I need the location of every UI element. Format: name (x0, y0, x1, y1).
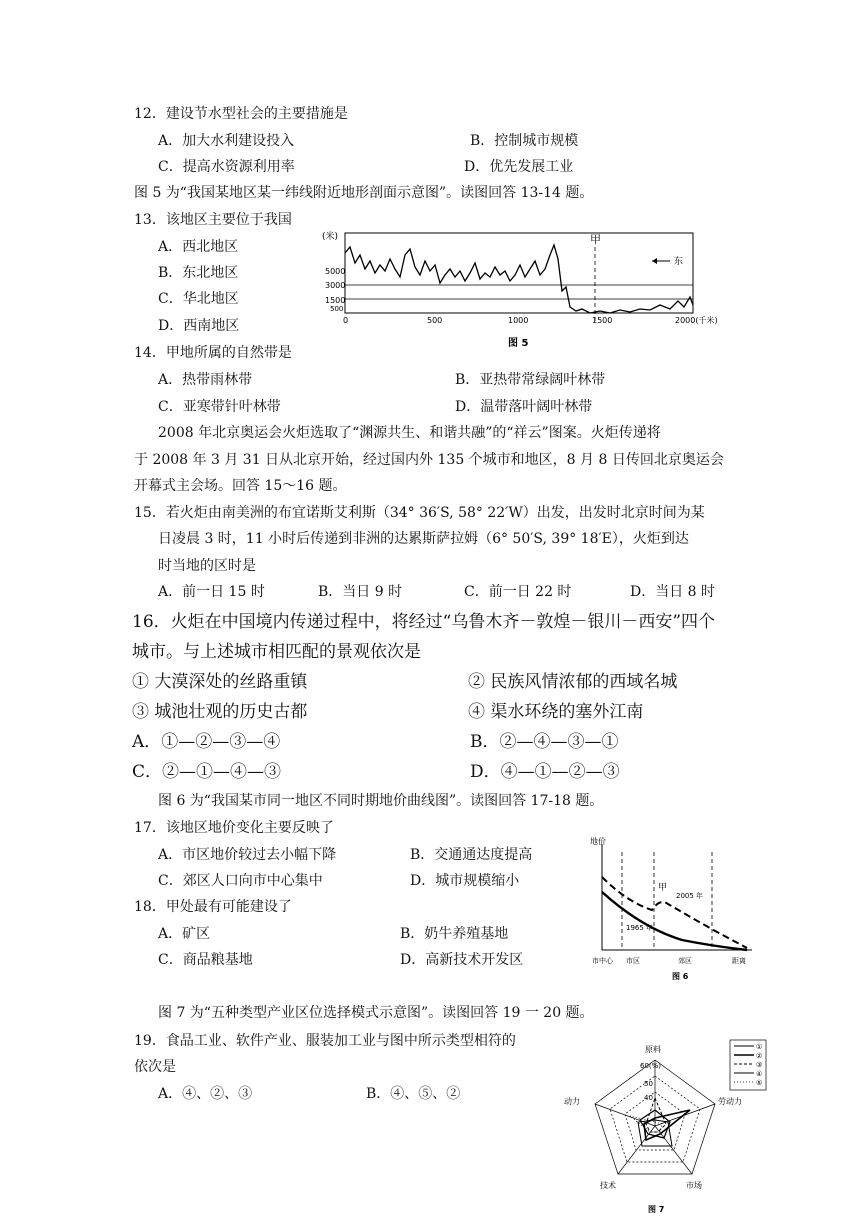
q17-option-c: C．郊区人口向市中心集中 (158, 873, 323, 889)
arrow-left-icon (652, 258, 657, 264)
fig6-x-center: 市中心 (592, 957, 613, 965)
fig7-caption: 图 7 (648, 1205, 665, 1214)
fig6-marker: 甲 (658, 883, 668, 893)
q19-line2: 依次是 (134, 1059, 176, 1075)
fig6-label-1965: 1965 年 (626, 924, 654, 932)
q13-option-c: C．华北地区 (158, 291, 239, 307)
q18-option-a: A．矿区 (158, 926, 211, 942)
q18-option-c: C．商品粮基地 (158, 952, 253, 968)
q19-line1: 19．食品工业、软件产业、服装加工业与图中所示类型相符的 (134, 1033, 516, 1049)
fig5-profile-line (345, 245, 693, 313)
q12-option-d: D．优先发展工业 (464, 159, 574, 175)
q15-line2: 日凌晨 3 时，11 小时后传递到非洲的达累斯萨拉姆（6° 50′S, 39° 18′E），火炬到达 (158, 531, 689, 547)
fig7-axis-bottom-left: 技术 (600, 1181, 616, 1190)
q13-option-d: D．西南地区 (158, 318, 240, 334)
q16-item-2: ② 民族风情浓郁的西域名城 (468, 672, 678, 692)
fig5-marker: 甲 (590, 233, 601, 246)
q16-option-a: A．①—②—③—④ (132, 732, 281, 752)
q19-option-a: A．④、②、③ (158, 1086, 253, 1102)
fig5-caption: 图 5 (508, 338, 529, 349)
q15-line1: 15．若火炬由南美洲的布宜诺斯艾利斯（34° 36′S, 58° 22′W）出发，出发时北京时间为某 (134, 505, 705, 521)
fig5-xtick-1500: 1500 (592, 316, 613, 325)
fig5-ytick-500: 500 (330, 305, 344, 313)
q14-option-b: B．亚热带常绿阔叶林带 (455, 372, 606, 388)
fig7-legend-label-2: ② (756, 1052, 763, 1060)
fig5-terrain-profile (320, 225, 718, 350)
fig5-ylabel: (米) (322, 232, 339, 242)
q17-option-b: B．交通通达度提高 (410, 847, 533, 863)
fig7-axis-top: 原料 (645, 1045, 661, 1054)
fig7-legend-label-4: ④ (756, 1070, 763, 1078)
fig7-axis-bottom-right: 市场 (686, 1181, 702, 1190)
fig7-percent: 60(%) (640, 1062, 662, 1070)
q18-option-d: D．高新技术开发区 (400, 952, 524, 968)
q19-option-b: B．④、⑤、② (366, 1086, 461, 1102)
fig7-intro: 图 7 为“五种类型产业区位选择模式示意图”。读图回答 19 一 20 题。 (158, 1005, 594, 1021)
fig5-xtick-2000: 2000(千米) (675, 316, 718, 325)
q12-stem: 12．建设节水型社会的主要措施是 (134, 106, 348, 122)
q16-item-3: ③ 城池壮观的历史古都 (132, 702, 308, 722)
fig7-legend-label-1: ① (756, 1043, 763, 1051)
fig6-ylabel: 地价 (590, 837, 606, 846)
q17-option-d: D．城市规模缩小 (410, 873, 520, 889)
fig5-xtick-500: 500 (427, 316, 443, 325)
fig5-direction: 东 (674, 257, 684, 267)
torch-intro-line1: 2008 年北京奥运会火炬选取了“渊源共生、和谐共融”的“祥云”图案。火炬传递将 (158, 425, 661, 441)
torch-intro-line3: 开幕式主会场。回答 15～16 题。 (134, 478, 347, 494)
q14-option-c: C．亚寒带针叶林带 (158, 399, 281, 415)
fig5-ytick-1500: 1500 (325, 296, 346, 305)
fig7-axis-left: 动力 (564, 1097, 580, 1106)
fig6-caption: 图 6 (672, 972, 689, 981)
q17-option-a: A．市区地价较过去小幅下降 (158, 847, 337, 863)
fig6-land-price-chart (582, 832, 762, 992)
q12-option-b: B．控制城市规模 (470, 133, 579, 149)
fig5-ytick-5000: 5000 (325, 267, 346, 276)
q12-option-c: C．提高水资源利用率 (158, 159, 295, 175)
q16-line1: 16．火炬在中国境内传递过程中，将经过“乌鲁木齐－敦煌－银川－西安”四个 (132, 612, 716, 632)
fig7-legend-label-3: ③ (756, 1061, 763, 1069)
q15-option-d: D．当日 8 时 (630, 584, 716, 600)
q18-stem: 18．甲处最有可能建设了 (134, 899, 292, 915)
fig7-grid (595, 1060, 715, 1174)
q14-stem: 14．甲地所属的自然带是 (134, 345, 292, 361)
fig6-intro: 图 6 为“我国某市同一地区不同时期地价曲线图”。读图回答 17-18 题。 (158, 793, 604, 809)
q13-option-a: A．西北地区 (158, 239, 239, 255)
q15-line3: 时当地的区时是 (158, 558, 256, 574)
q16-item-1: ① 大漠深处的丝路重镇 (132, 672, 308, 692)
fig7-series-2 (644, 1110, 690, 1140)
q14-option-a: A．热带雨林带 (158, 372, 253, 388)
fig6-x-distance: 距离 (732, 957, 746, 965)
q13-stem: 13．该地区主要位于我国 (134, 212, 292, 228)
q13-option-b: B．东北地区 (158, 265, 239, 281)
fig7-axis-right: 劳动力 (718, 1097, 742, 1106)
q14-option-d: D．温带落叶阔叶林带 (455, 399, 593, 415)
fig5-ytick-3000: 3000 (325, 281, 346, 290)
q16-line2: 城市。与上述城市相匹配的景观依次是 (132, 642, 421, 662)
q16-option-b: B．②—④—③—① (470, 732, 619, 752)
fig6-label-2005: 2005 年 (676, 892, 704, 900)
q15-option-a: A．前一日 15 时 (158, 584, 265, 600)
fig6-x-urban: 市区 (626, 957, 640, 965)
fig6-x-suburb: 郊区 (678, 957, 692, 965)
q18-option-b: B．奶牛养殖基地 (400, 926, 509, 942)
torch-intro-line2: 于 2008 年 3 月 31 日从北京开始，经过国内外 135 个城市和地区，8 月 8 日传回北京奥运会 (134, 452, 724, 468)
fig6-curve-1965 (602, 892, 747, 950)
fig5-xtick-1000: 1000 (508, 316, 529, 325)
q16-option-c: C．②—①—④—③ (132, 762, 282, 782)
q15-option-c: C．前一日 22 时 (464, 584, 572, 600)
q17-stem: 17．该地区地价变化主要反映了 (134, 820, 334, 836)
q16-item-4: ④ 渠水环绕的塞外江南 (468, 702, 644, 722)
q15-option-b: B．当日 9 时 (318, 584, 403, 600)
fig7-r50: 50 (644, 1080, 653, 1088)
fig5-xtick-0: 0 (343, 316, 349, 325)
q16-option-d: D．④—①—②—③ (470, 762, 620, 782)
fig7-r40: 40 (644, 1094, 653, 1102)
fig7-radar-chart (560, 1038, 770, 1216)
fig5-intro: 图 5 为“我国某地区某一纬线附近地形剖面示意图”。读图回答 13-14 题。 (134, 185, 594, 201)
q12-option-a: A．加大水利建设投入 (158, 133, 295, 149)
fig7-legend-label-5: ⑤ (756, 1079, 763, 1087)
